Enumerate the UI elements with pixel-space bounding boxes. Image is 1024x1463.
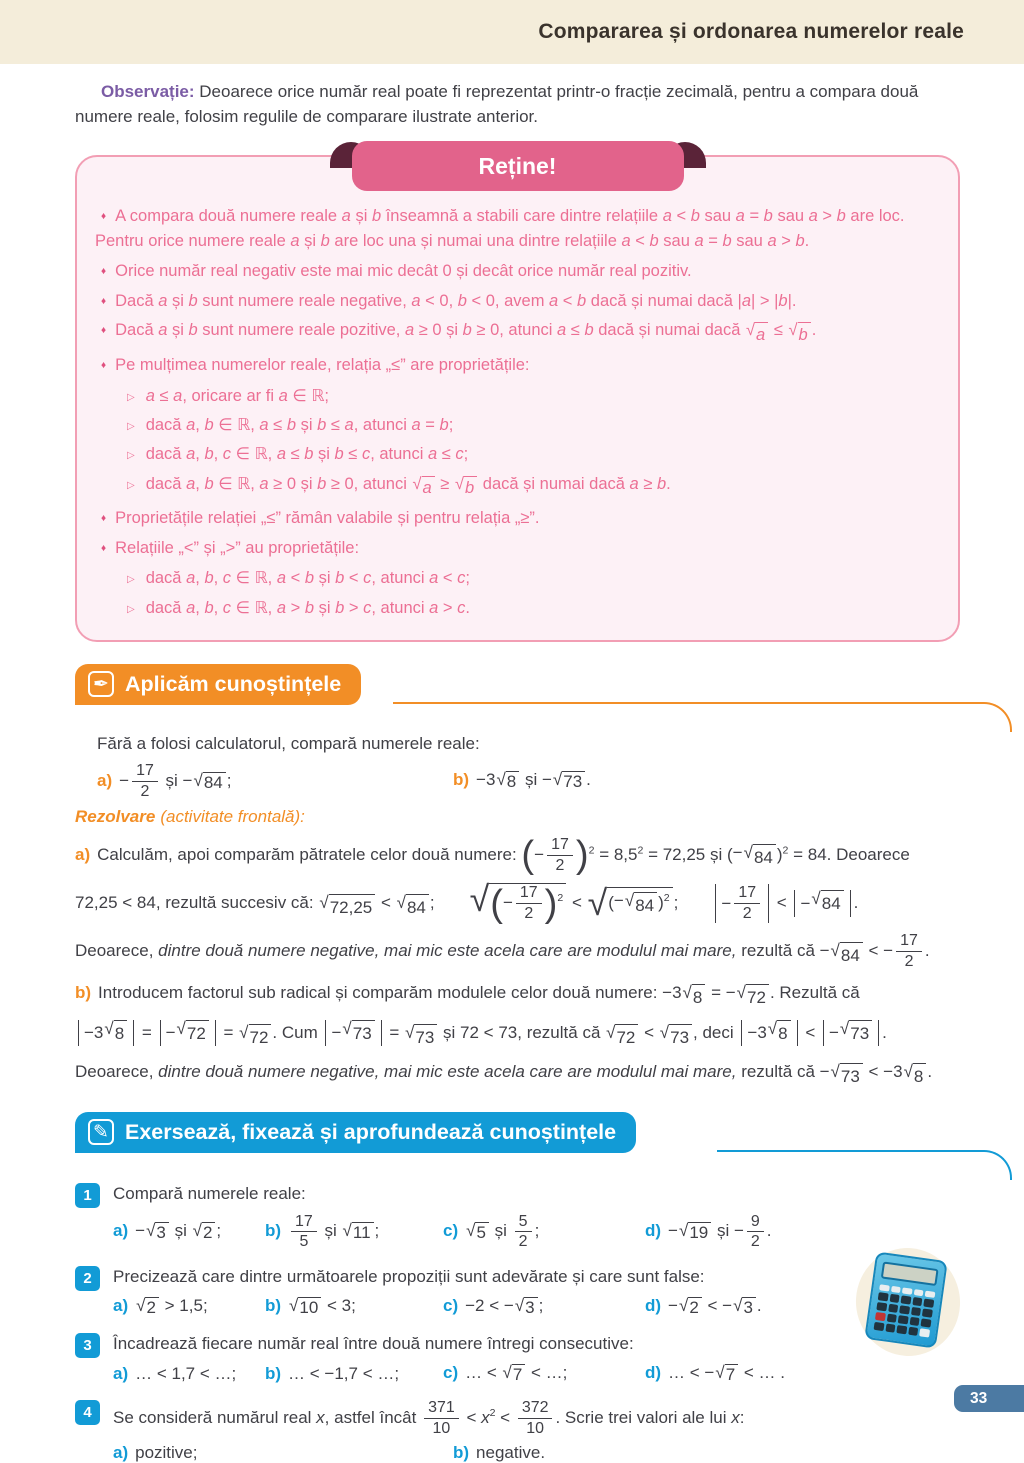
retine-sub-5: ▷ dacă a, b, c ∈ ℝ, a < b și b < c, atunci a < c; xyxy=(127,569,470,588)
diamond-bullet-icon: ♦ xyxy=(101,512,107,524)
ex2-item-c: c) −2 < − √ 3 ; xyxy=(443,1296,544,1318)
diamond-bullet-icon: ♦ xyxy=(101,295,107,307)
ex1-item-d: d) − √ 19 și − $\frac{9}{2}$ . xyxy=(645,1212,772,1251)
ex1-item-b: b) $\frac{17}{5}$ și √ 11 ; xyxy=(265,1212,380,1251)
diamond-bullet-icon: ♦ xyxy=(101,211,107,223)
ex2-item-a: a) √ 2 > 1,5; xyxy=(113,1296,208,1318)
section-divider-line xyxy=(393,702,1012,732)
exercise-4-text: Se consideră numărul real x, astfel încât $\frac{371}{10}$ < $x^2$ < $\frac{372}{10}$ . Scrie trei valori ale lui x: xyxy=(113,1399,745,1438)
retine-bullet-6 xyxy=(95,506,934,531)
rezolvare-note: (activitate frontală): xyxy=(160,806,305,826)
exercise-1 xyxy=(75,1182,960,1208)
retine-bullet-5 xyxy=(95,353,934,499)
ex3-item-b: b) … < −1,7 < …; xyxy=(265,1364,400,1384)
ex3-item-d: d) … < − √ 7 < … . xyxy=(645,1363,785,1385)
exercise-2-number: 2 xyxy=(75,1266,100,1291)
exerseaza-section-tab xyxy=(75,1112,636,1153)
exercise-3-items xyxy=(113,1363,960,1385)
exercise-1-number: 1 xyxy=(75,1183,100,1208)
exercise-2-text: Precizează care dintre următoarele propoziții sunt adevărate și care sunt false: xyxy=(113,1267,705,1287)
solution-a-line-1: a) Calculăm, apoi comparăm pătratele celor două numere: ( − $\frac{17}{2}$ ) $^2 = 8,5^2 = 72,25$ și ( − √ 84 ) $^2$ = 84. Deoarece xyxy=(75,833,910,877)
exercise-1-items xyxy=(113,1213,960,1252)
exercise-4 xyxy=(75,1399,960,1438)
retine-sub-4: ▷ dacă a, b ∈ ℝ, a ≥ 0 și b ≥ 0, atunci √ a ≥ √ b dacă și numai dacă a ≥ b. xyxy=(127,473,934,499)
retine-sub-6: ▷ dacă a, b, c ∈ ℝ, a > b și b > c, atunci a > c. xyxy=(127,598,470,617)
calculator-icon xyxy=(860,1252,956,1352)
exercise-1-text: Compară numerele reale: xyxy=(113,1183,306,1203)
calculator-body xyxy=(864,1251,948,1348)
retine-sub-1: ▷ a ≤ a, oricare ar fi a ∈ ℝ; xyxy=(127,386,329,405)
retine-sublist-1 xyxy=(127,385,934,499)
solution-a-line-3: Deoarece, dintre două numere negative, mai mic este acela care are modulul mai mare, rezultă că − √ 84 < − $\frac{17}{2}$ . xyxy=(75,932,930,971)
retine-bullet-3 xyxy=(95,289,934,314)
retine-bullet-4-text: Dacă a și b sunt numere reale pozitive, a ≥ 0 și b ≥ 0, atunci a ≤ b dacă și numai dacă √ a ≤ √ b . xyxy=(115,321,816,339)
retine-bullet-7-text: Relațiile „<” și „>” au proprietățile: xyxy=(115,538,360,557)
triangle-bullet-icon: ▷ xyxy=(127,603,135,615)
aplicam-section-title: Aplicăm cunoștințele xyxy=(125,671,342,696)
ex3-item-c: c) … < √ 7 < …; xyxy=(443,1363,568,1385)
ex1-item-a: a) − √ 3 și √ 2 ; xyxy=(113,1220,222,1242)
retine-bullet-5-text: Pe mulțimea numerelor reale, relația „≤” are proprietățile: xyxy=(115,356,530,375)
retine-sublist-2 xyxy=(127,567,934,619)
page-title: Compararea și ordonarea numerelor reale xyxy=(538,20,964,43)
retine-bullet-list xyxy=(95,204,934,619)
aplicam-item-b: b) −3 √ 8 și − √ 73 . xyxy=(453,770,591,792)
ex2-item-b: b) √ 10 < 3; xyxy=(265,1296,356,1318)
calculator-screen xyxy=(881,1261,939,1286)
retine-sub-2: ▷ dacă a, b ∈ ℝ, a ≤ b și b ≤ a, atunci a = b; xyxy=(127,416,454,435)
retine-bullet-2 xyxy=(95,259,934,284)
retine-bullet-6-text: Proprietățile relației „≤” rămân valabile și pentru relația „≥”. xyxy=(115,508,540,527)
triangle-bullet-icon: ▷ xyxy=(127,574,135,586)
retine-title: Reține! xyxy=(478,152,557,179)
ex1-item-c: c) √ 5 și $\frac{5}{2}$ ; xyxy=(443,1212,540,1251)
aplicam-intro: Fără a folosi calculatorul, compară numerele reale: xyxy=(97,733,480,753)
exerseaza-section-title: Exersează, fixează și aprofundează cunoștințele xyxy=(125,1119,617,1144)
ex4-item-b: b) negative. xyxy=(453,1443,546,1463)
triangle-bullet-icon: ▷ xyxy=(127,421,135,433)
page-number: 33 xyxy=(970,1389,988,1407)
solution-b-line-3: Deoarece, dintre două numere negative, mai mic este acela care are modulul mai mare, rezultă că − √ 73 < −3 √ 8 . xyxy=(75,1059,960,1090)
solution-b-line-1: b) Introducem factorul sub radical și comparăm modulele celor două numere: −3 √ 8 = − √ 72 . Rezultă că xyxy=(75,980,960,1011)
exercise-3 xyxy=(75,1332,960,1358)
rezolvare-label: Rezolvare xyxy=(75,806,156,826)
retine-bullet-7 xyxy=(95,536,934,619)
notepad-pencil-icon: ✎ xyxy=(88,1119,114,1145)
aplicam-item-a: a) − $\frac{17}{2}$ și − √ 84 ; xyxy=(97,761,232,800)
pen-icon: ✒ xyxy=(88,671,114,697)
page-header xyxy=(0,0,1024,64)
retine-bullet-4 xyxy=(95,318,934,348)
exercise-4-items xyxy=(113,1443,960,1463)
exercise-3-number: 3 xyxy=(75,1333,100,1358)
observation-paragraph xyxy=(75,80,960,129)
ex2-item-d: d) − √ 2 < − √ 3 . xyxy=(645,1296,762,1318)
ex4-item-a: a) pozitive; xyxy=(113,1443,198,1463)
retine-sub-3: ▷ dacă a, b, c ∈ ℝ, a ≤ b și b ≤ c, atunci a ≤ c; xyxy=(127,445,469,464)
retine-bullet-1 xyxy=(95,204,934,254)
section-divider-line xyxy=(717,1150,1012,1180)
rezolvare-line xyxy=(75,807,960,827)
diamond-bullet-icon: ♦ xyxy=(101,265,107,277)
retine-bullet-3-text: Dacă a și b sunt numere reale negative, a < 0, b < 0, avem a < b dacă și numai dacă |a| > |b|. xyxy=(115,291,797,310)
triangle-bullet-icon: ▷ xyxy=(127,479,135,491)
exercise-3-text: Încadrează fiecare număr real între două numere întregi consecutive: xyxy=(113,1334,634,1354)
exercise-2-items xyxy=(113,1296,960,1318)
triangle-bullet-icon: ▷ xyxy=(127,450,135,462)
retine-bullet-1-text: A compara două numere reale a și b înseamnă a stabili care dintre relațiile a < b sau a = b sau a > b are loc. Pentru orice numere reale a și b are loc una și numai una dintre relațiile a < b sau a = b sau a > b. xyxy=(95,207,905,251)
aplicam-items-row xyxy=(75,762,960,801)
diamond-bullet-icon: ♦ xyxy=(101,360,107,372)
ex3-item-a: a) … < 1,7 < …; xyxy=(113,1364,237,1384)
exercise-2 xyxy=(75,1265,960,1291)
calculator-keys xyxy=(874,1284,936,1337)
retine-ribbon xyxy=(352,141,684,191)
observation-text: Deoarece orice număr real poate fi reprezentat printr-o fracție zecimală, pentru a compara două numere reale, folosim regulile de comparare ilustrate anterior. xyxy=(75,82,919,126)
solution-a-line-2: 72,25 < 84, rezultă succesiv că: √ 72,25 < √ 84 ; √ ( − $\frac{17}{2}$ ) $^2$ < √ ( − √ 84 ) $^2$ ; − $\frac{17}{2}$ < − √ 84 . xyxy=(75,879,859,925)
diamond-bullet-icon: ♦ xyxy=(101,325,107,337)
page-number-badge xyxy=(954,1385,1024,1412)
aplicam-header-row xyxy=(75,664,960,704)
retine-bullet-2-text: Orice număr real negativ este mai mic decât 0 și decât orice număr real pozitiv. xyxy=(115,261,692,280)
solution-b-line-2: −3 √ 8 = − √ 72 = √ 72 . Cum − √ 73 = √ 73 și 72 < 73, rezultă că √ 72 < √ 73 , deci −3 √ 8 < − √ 73 . xyxy=(75,1020,960,1051)
exercise-4-number: 4 xyxy=(75,1400,100,1425)
diamond-bullet-icon: ♦ xyxy=(101,542,107,554)
exerseaza-header-row xyxy=(75,1112,960,1152)
retine-box xyxy=(75,152,960,642)
observation-label: Observație: xyxy=(101,82,195,101)
aplicam-section-tab xyxy=(75,664,361,705)
triangle-bullet-icon: ▷ xyxy=(127,391,135,403)
